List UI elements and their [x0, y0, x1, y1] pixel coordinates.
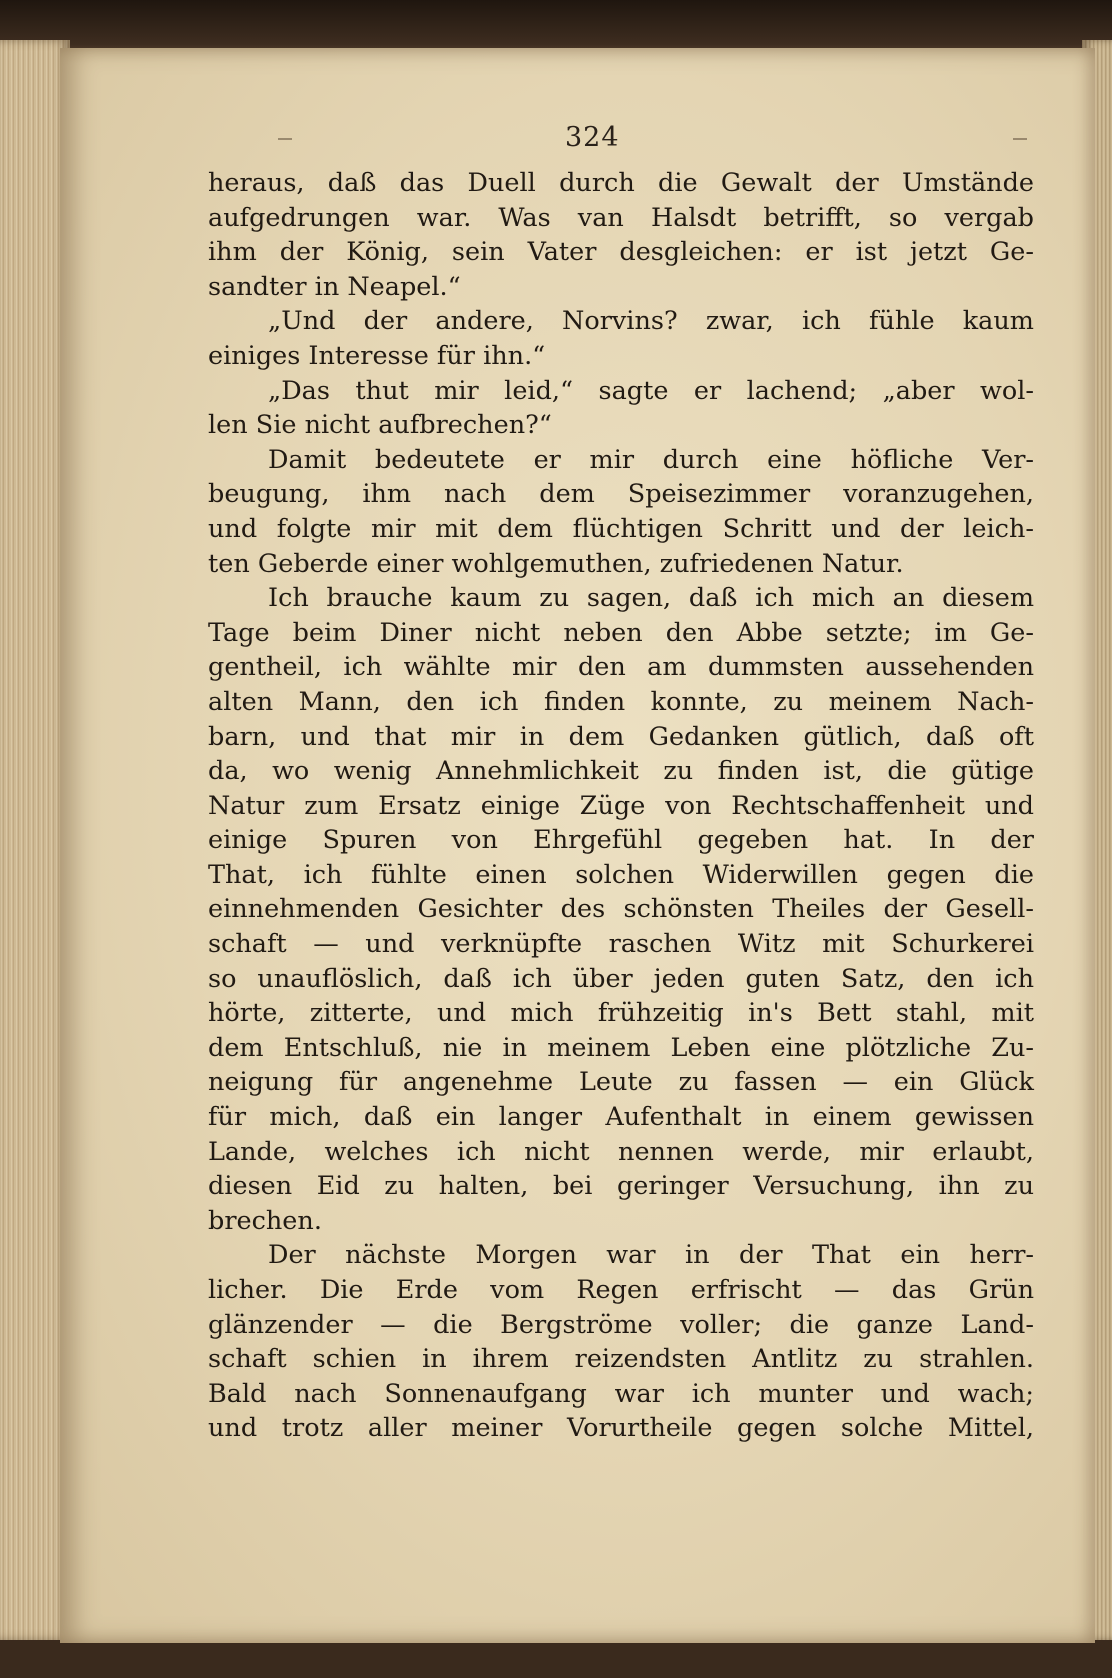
text-line: neigung für angenehme Leute zu fassen — ein Glück — [208, 1067, 1034, 1098]
text-line: so unauflöslich, daß ich über jeden guten Satz, den ich — [208, 963, 1034, 994]
text-line: barn, und that mir in dem Gedanken gütlich, daß oft — [208, 721, 1034, 752]
text-line: dem Entschluß, nie in meinem Leben eine plötzliche Zu- — [208, 1032, 1034, 1063]
text-line: That, ich fühlte einen solchen Widerwillen gegen die — [208, 859, 1034, 890]
text-line: aufgedrungen war. Was van Halsdt betrifft, so vergab — [208, 202, 1034, 233]
text-line: hörte, zitterte, und mich frühzeitig in's Bett stahl, mit — [208, 998, 1034, 1029]
text-line: ihm der König, sein Vater desgleichen: er ist jetzt Ge- — [208, 237, 1034, 268]
text-line: sandter in Neapel.“ — [208, 271, 461, 302]
text-line: einige Spuren von Ehrgefühl gegeben hat. In der — [208, 825, 1034, 856]
text-line: „Das thut mir leid,“ sagte er lachend; „aber wol- — [268, 375, 1034, 406]
text-line: für mich, daß ein langer Aufenthalt in einem gewissen — [208, 1102, 1034, 1133]
text-line: Tage beim Diner nicht neben den Abbe setzte; im Ge- — [208, 617, 1034, 648]
text-line: Damit bedeutete er mir durch eine höfliche Ver- — [268, 444, 1034, 475]
text-line: einiges Interesse für ihn.“ — [208, 340, 546, 371]
text-line: gentheil, ich wählte mir den am dummsten aussehenden — [208, 652, 1034, 683]
text-line: beugung, ihm nach dem Speisezimmer voranzugehen, — [208, 479, 1034, 510]
text-line: Natur zum Ersatz einige Züge von Rechtschaffenheit und — [208, 790, 1034, 821]
text-line: diesen Eid zu halten, bei geringer Versuchung, ihn zu — [208, 1171, 1034, 1202]
body-text — [208, 166, 1034, 1446]
text-line: und trotz aller meiner Vorurtheile gegen solche Mittel, — [208, 1413, 1034, 1444]
text-line: heraus, daß das Duell durch die Gewalt der Umstände — [208, 168, 1034, 198]
text-line: einnehmenden Gesichter des schönsten Theiles der Gesell- — [208, 894, 1034, 925]
text-line: Lande, welches ich nicht nennen werde, mir erlaubt, — [208, 1136, 1034, 1167]
text-line: Der nächste Morgen war in der That ein herr- — [268, 1240, 1034, 1271]
page-mark-left — [278, 138, 292, 140]
page-mark-right — [1013, 138, 1027, 140]
text-line: und folgte mir mit dem flüchtigen Schritt und der leich- — [208, 513, 1034, 544]
text-line: ten Geberde einer wohlgemuthen, zufriedenen Natur. — [208, 548, 904, 579]
text-line: glänzender — die Bergströme voller; die ganze Land- — [208, 1309, 1034, 1340]
text-line: da, wo wenig Annehmlichkeit zu finden ist, die gütige — [208, 756, 1034, 787]
text-line: licher. Die Erde vom Regen erfrischt — das Grün — [208, 1275, 1034, 1305]
page-number: 324 — [565, 122, 620, 153]
text-line: alten Mann, den ich finden konnte, zu meinem Nach- — [208, 686, 1034, 717]
text-line: Bald nach Sonnenaufgang war ich munter und wach; — [208, 1378, 1034, 1409]
text-line: schaft schien in ihrem reizendsten Antlitz zu strahlen. — [208, 1344, 1034, 1375]
text-line: brechen. — [208, 1205, 322, 1236]
text-line: schaft — und verknüpfte raschen Witz mit Schurkerei — [208, 929, 1034, 960]
text-line: Ich brauche kaum zu sagen, daß ich mich an diesem — [268, 583, 1034, 614]
text-line: len Sie nicht aufbrechen?“ — [208, 410, 552, 441]
text-line: „Und der andere, Norvins? zwar, ich fühle kaum — [268, 306, 1034, 337]
book-binding-top — [0, 0, 1112, 55]
